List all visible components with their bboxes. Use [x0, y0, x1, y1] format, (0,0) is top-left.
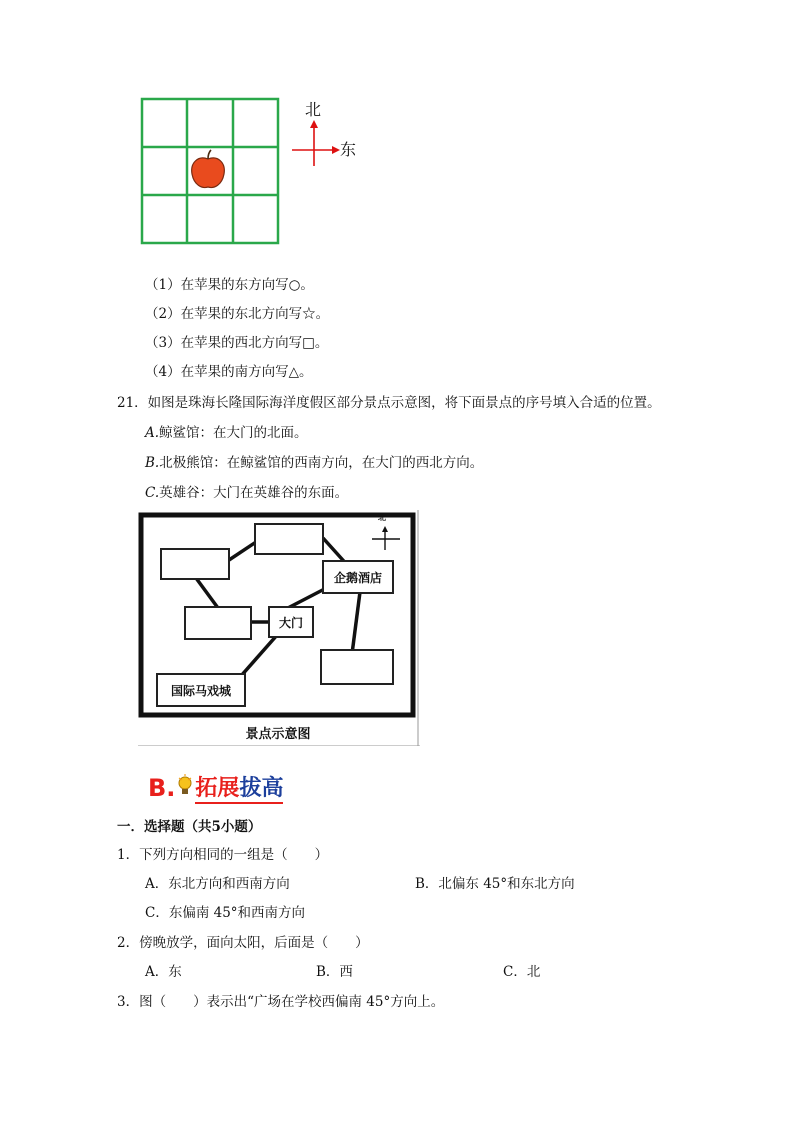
apple-grid-figure — [140, 97, 280, 247]
section-b-title: 拓展拔高 — [195, 774, 283, 802]
q20-item-1: （1）在苹果的东方向写○。 — [145, 277, 314, 293]
q1-option-c: C．东偏南 45°和西南方向 — [145, 905, 306, 921]
q1-option-a: A．东北方向和西南方向 — [145, 876, 290, 892]
circus-label: 国际马戏城 — [170, 683, 231, 698]
section-b-header — [148, 770, 283, 802]
map-box-penguin-hotel — [322, 560, 394, 594]
apple-icon — [192, 150, 225, 187]
q2-stem: 2．傍晚放学，面向太阳，后面是（ ） — [117, 935, 369, 951]
q21-option-c: C.英雄谷：大门在英雄谷的东面。 — [145, 485, 349, 501]
part1-heading: 一．选择题（共5小题） — [117, 819, 262, 835]
compass-north-label: 北 — [305, 100, 322, 119]
compass-icon — [288, 100, 368, 170]
map-box-gate — [268, 606, 314, 638]
map-blank-box-west — [184, 606, 252, 640]
map-box-circus — [156, 673, 246, 707]
penguin-hotel-label: 企鹅酒店 — [333, 570, 382, 585]
q2-option-b: B．西 — [316, 964, 353, 980]
q20-item-4: （4）在苹果的南方向写△。 — [145, 364, 313, 380]
gate-label: 大门 — [278, 615, 303, 630]
section-b-letter: B. — [148, 774, 176, 802]
map-blank-box-southeast — [320, 649, 394, 685]
q3-stem: 3．图（ ）表示出“广场在学校西偏南 45°方向上。 — [117, 994, 445, 1010]
q1-stem: 1．下列方向相同的一组是（ ） — [117, 847, 329, 863]
q21-stem: 21．如图是珠海长隆国际海洋度假区部分景点示意图，将下面景点的序号填入合适的位置。 — [117, 395, 661, 411]
q1-option-b: B．北偏东 45°和东北方向 — [415, 876, 575, 892]
compass-east-label: 东 — [340, 140, 357, 159]
map-blank-box-north — [254, 523, 324, 555]
q20-item-3: （3）在苹果的西北方向写□。 — [145, 335, 329, 351]
q21-option-a: A.鲸鲨馆：在大门的北面。 — [145, 425, 308, 441]
lightbulb-icon — [177, 774, 193, 800]
q2-option-c: C．北 — [503, 964, 541, 980]
q21-option-b: B.北极熊馆：在鲸鲨馆的西南方向，在大门的西北方向。 — [145, 455, 484, 471]
map-north-label: 北 — [378, 513, 386, 522]
scenic-map-figure — [138, 510, 420, 746]
q20-item-2: （2）在苹果的东北方向写☆。 — [145, 306, 330, 322]
q2-option-a: A．东 — [145, 964, 182, 980]
map-caption: 景点示意图 — [245, 726, 311, 742]
map-blank-box-northwest — [160, 548, 230, 580]
